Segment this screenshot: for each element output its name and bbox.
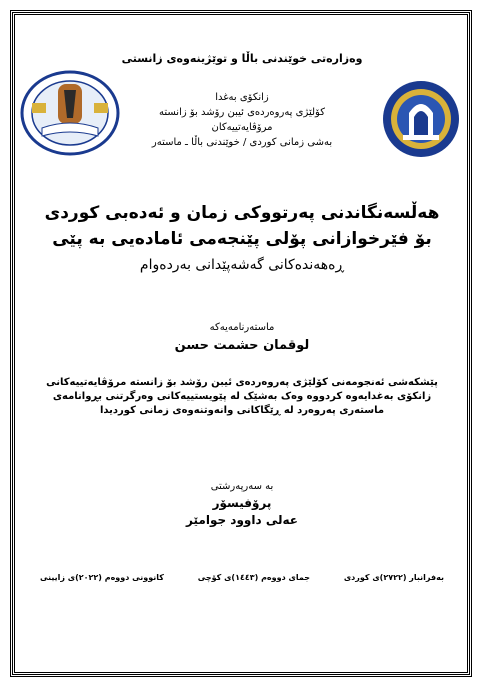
- date-row: [40, 573, 444, 582]
- supervisor-title: پرۆفیسۆر: [212, 496, 272, 510]
- date-gregorian: کانوونی دووەم (٢٠٢٢)ی زایینی: [40, 573, 164, 582]
- submission-line-2: زانکۆی بەغدایەوە کردووە وەک بەشێک لە پێویستییەکانی وەرگرتنی بڕوانامەی: [52, 391, 432, 402]
- submission-line-3: ماستەری پەروەرد لە ڕێگاکانی وانەوتنەوەی زمانی کوردیدا: [99, 405, 385, 416]
- thesis-title: [0, 200, 484, 278]
- date-kurdish: بەفرانبار (٢٧٢٢)ی کوردی: [343, 573, 444, 582]
- supervision-label: بە سەرپەرشتی: [210, 481, 274, 492]
- ministry-name: وەزارەتی خوێندنی باڵا و توێژینەوەی زانستی: [121, 52, 363, 65]
- title-line-2: بۆ فێرخوازانی پۆلی پێنجەمی ئامادەیی بە پێی: [52, 229, 432, 249]
- submission-statement: [0, 376, 484, 418]
- department-name: بەشی زمانی کوردی / خوێندنی باڵا ـ ماستەر: [151, 137, 333, 148]
- submission-line-1: پێشکەشی ئەنجومەنی کۆلێژی پەروەردەی ئیبن رۆشد بۆ زانستە مرۆڤایەتییەکانی: [46, 377, 438, 388]
- title-line-3: ڕەهەندەکانی گەشەپێدانی بەردەوام: [139, 257, 345, 273]
- institution-block: [0, 90, 484, 150]
- author-name: لوقمان حشمت حسن: [174, 338, 310, 353]
- college-name-cont: مرۆڤایەتییەکان: [211, 122, 273, 133]
- title-line-1: هەڵسەنگاندنی پەرتووکی زمان و ئەدەبی کوردی: [44, 203, 440, 223]
- date-hijri: جمای دووەم (١٤٤٣)ی کۆچی: [197, 573, 310, 582]
- supervision-block: [0, 478, 484, 529]
- university-name: زانکۆی بەغدا: [215, 92, 269, 103]
- college-name: کۆلێژی پەروەردەی ئیبن رۆشد بۆ زانستە: [159, 107, 325, 118]
- thesis-label: ماستەرنامەیەکە: [209, 322, 275, 333]
- supervisor-name: عەلی داوود جوامێر: [186, 513, 298, 527]
